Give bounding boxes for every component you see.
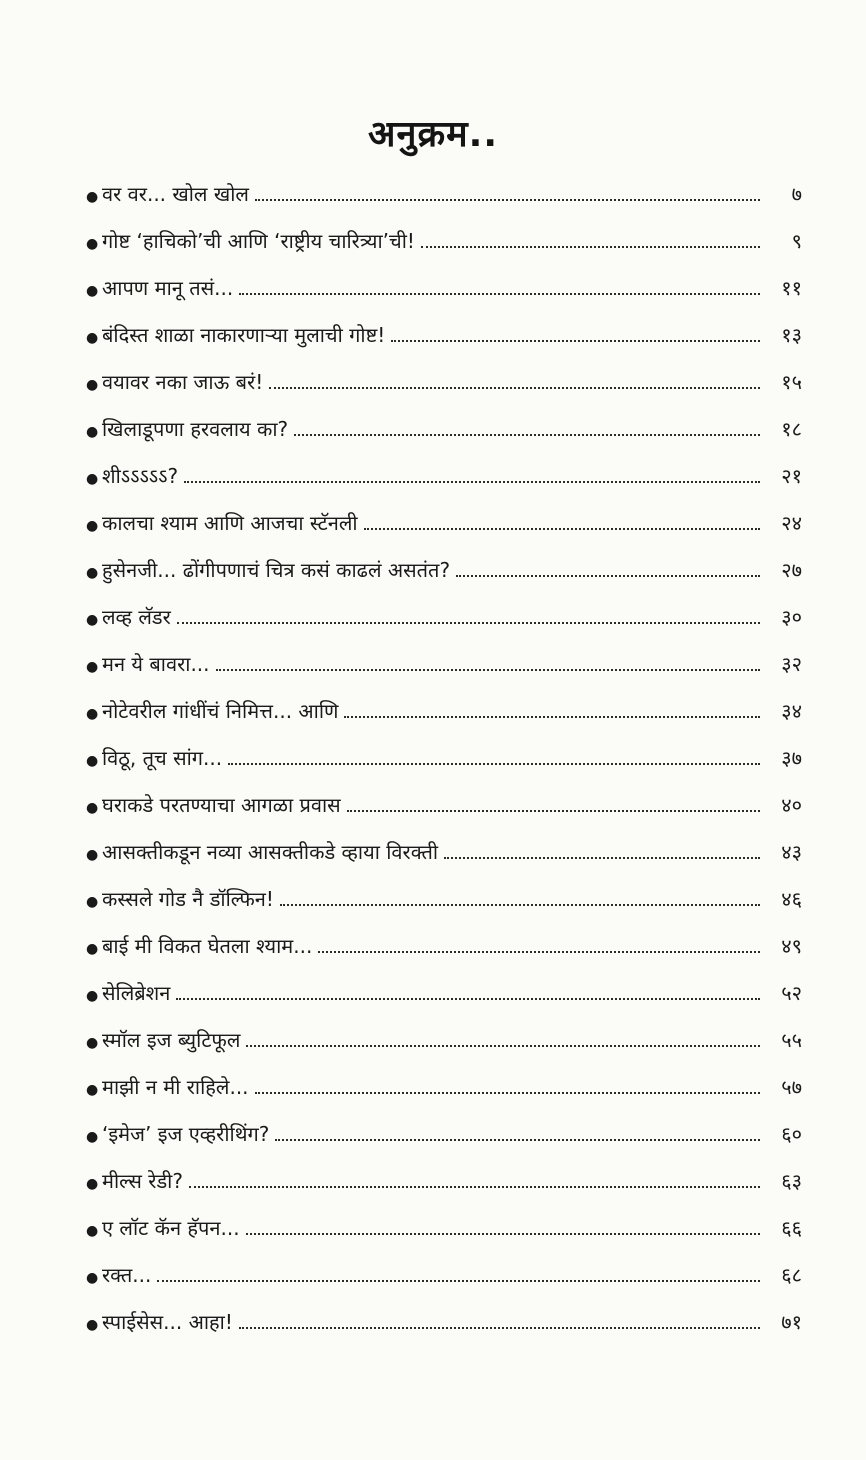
toc-entry-title: स्मॉल इज ब्युटिफूल <box>102 1028 241 1052</box>
toc-entry-page-number: ५२ <box>781 981 802 1005</box>
bullet-icon: ● <box>86 1035 99 1051</box>
dot-leader <box>269 387 760 389</box>
toc-entry-page-number: २७ <box>781 558 802 582</box>
bullet-icon: ● <box>86 471 99 487</box>
toc-entry-page-number: ११ <box>781 276 802 300</box>
dot-leader <box>239 293 760 295</box>
bullet-icon: ● <box>86 941 99 957</box>
toc-entry-page-number: ६८ <box>781 1263 802 1287</box>
toc-entry <box>86 312 802 359</box>
toc-entry-page-number: ४० <box>781 793 802 817</box>
toc-entry-title: शीऽऽऽऽऽ? <box>102 464 179 488</box>
bullet-icon: ● <box>86 659 99 675</box>
toc-entry <box>86 1299 802 1346</box>
dot-leader <box>280 904 760 906</box>
dot-leader <box>176 998 760 1000</box>
bullet-icon: ● <box>86 612 99 628</box>
toc-entry-title: बंदिस्त शाळा नाकारणाऱ्या मुलाची गोष्ट! <box>102 323 386 347</box>
toc-entry <box>86 218 802 265</box>
toc-entry-title: आसक्तीकडून नव्या आसक्तीकडे व्हाया विरक्ती <box>102 840 439 864</box>
toc-entry-page-number: ७ <box>791 182 802 206</box>
dot-leader <box>255 1092 760 1094</box>
bullet-icon: ● <box>86 753 99 769</box>
toc-entry <box>86 406 802 453</box>
toc-entry-page-number: ४९ <box>781 934 802 958</box>
toc-entry-title: कस्सले गोड नै डॉल्फिन! <box>102 887 274 911</box>
toc-entry <box>86 1158 802 1205</box>
toc-entry-page-number: २१ <box>781 464 802 488</box>
toc-entry <box>86 923 802 970</box>
toc-entry-title: ए लॉट कॅन हॅपन... <box>102 1216 240 1240</box>
toc-entry-title: गोष्ट ‘हाचिको’ची आणि ‘राष्ट्रीय चारित्र्या’ची! <box>102 229 415 253</box>
toc-entry-page-number: ५७ <box>781 1075 802 1099</box>
dot-leader <box>391 340 760 342</box>
dot-leader <box>275 1139 760 1141</box>
toc-entry <box>86 641 802 688</box>
dot-leader <box>294 434 760 436</box>
bullet-icon: ● <box>86 1223 99 1239</box>
bullet-icon: ● <box>86 847 99 863</box>
toc-entry-title: रक्त... <box>102 1263 152 1287</box>
toc-entry <box>86 1064 802 1111</box>
dot-leader <box>444 857 760 859</box>
toc-entry-title: वर वर... खोल खोल <box>102 182 249 206</box>
dot-leader <box>344 716 760 718</box>
toc-entry <box>86 1205 802 1252</box>
toc-entry-page-number: १५ <box>781 370 802 394</box>
toc-entry-page-number: ३० <box>781 605 802 629</box>
dot-leader <box>421 246 760 248</box>
bullet-icon: ● <box>86 800 99 816</box>
toc-entry-title: माझी न मी राहिले... <box>102 1075 249 1099</box>
toc-entry-title: बाई मी विकत घेतला श्याम... <box>102 934 313 958</box>
bullet-icon: ● <box>86 565 99 581</box>
toc-entry-page-number: ६३ <box>781 1169 802 1193</box>
toc-entry <box>86 1017 802 1064</box>
toc-entry-page-number: ३४ <box>781 699 802 723</box>
toc-entry-page-number: १८ <box>781 417 802 441</box>
toc-entry <box>86 171 802 218</box>
bullet-icon: ● <box>86 1176 99 1192</box>
toc-entry-page-number: १३ <box>781 323 802 347</box>
toc-entry-page-number: २४ <box>781 511 802 535</box>
toc-entry-title: मन ये बावरा... <box>102 652 210 676</box>
toc-entry <box>86 735 802 782</box>
toc-entry <box>86 547 802 594</box>
bullet-icon: ● <box>86 330 99 346</box>
bullet-icon: ● <box>86 236 99 252</box>
toc-entry-title: लव्ह लॅडर <box>102 605 171 629</box>
toc-entry-page-number: ६६ <box>781 1216 802 1240</box>
dot-leader <box>456 575 760 577</box>
dot-leader <box>364 528 760 530</box>
toc-entry-title: स्पाईसेस... आहा! <box>102 1310 233 1334</box>
toc-entry <box>86 500 802 547</box>
toc-entry-title: विठू, तूच सांग... <box>102 746 223 770</box>
dot-leader <box>255 199 760 201</box>
toc-entry <box>86 829 802 876</box>
toc-entry-title: मील्स रेडी? <box>102 1169 183 1193</box>
bullet-icon: ● <box>86 377 99 393</box>
toc-entry-title: वयावर नका जाऊ बरं! <box>102 370 264 394</box>
bullet-icon: ● <box>86 1082 99 1098</box>
toc-entry-page-number: ५५ <box>781 1028 802 1052</box>
toc-entry <box>86 1252 802 1299</box>
toc-entry <box>86 876 802 923</box>
toc-entry <box>86 265 802 312</box>
toc-entry-title: आपण मानू तसं... <box>102 276 234 300</box>
toc-entry-page-number: ३७ <box>781 746 802 770</box>
dot-leader <box>184 481 760 483</box>
dot-leader <box>157 1280 760 1282</box>
toc-entry-title: घराकडे परतण्याचा आगळा प्रवास <box>102 793 341 817</box>
page-title: अनुक्रम.. <box>367 114 498 155</box>
toc-entry-page-number: ७१ <box>781 1310 802 1334</box>
dot-leader <box>347 810 760 812</box>
toc-entry <box>86 453 802 500</box>
bullet-icon: ● <box>86 189 99 205</box>
dot-leader <box>246 1045 760 1047</box>
toc-entry-title: हुसेनजी... ढोंगीपणाचं चित्र कसं काढलं असतंत? <box>102 558 451 582</box>
toc-entry-page-number: ४३ <box>781 840 802 864</box>
toc-entry <box>86 782 802 829</box>
toc-entry <box>86 970 802 1017</box>
toc-entry-page-number: ३२ <box>781 652 802 676</box>
bullet-icon: ● <box>86 518 99 534</box>
dot-leader <box>228 763 760 765</box>
dot-leader <box>177 622 760 624</box>
toc-entry-page-number: ४६ <box>781 887 802 911</box>
toc-entry-title: ‘इमेज’ इज एव्हरीथिंग? <box>102 1122 270 1146</box>
dot-leader <box>246 1233 760 1235</box>
toc-entry-title: नोटेवरील गांधींचं निमित्त... आणि <box>102 699 339 723</box>
dot-leader <box>189 1186 760 1188</box>
dot-leader <box>239 1327 760 1329</box>
bullet-icon: ● <box>86 1270 99 1286</box>
bullet-icon: ● <box>86 283 99 299</box>
bullet-icon: ● <box>86 706 99 722</box>
dot-leader <box>216 669 760 671</box>
bullet-icon: ● <box>86 1317 99 1333</box>
toc-entry <box>86 1111 802 1158</box>
table-of-contents <box>86 171 802 1346</box>
toc-entry <box>86 594 802 641</box>
toc-entry <box>86 359 802 406</box>
bullet-icon: ● <box>86 988 99 1004</box>
bullet-icon: ● <box>86 894 99 910</box>
dot-leader <box>318 951 760 953</box>
bullet-icon: ● <box>86 424 99 440</box>
toc-entry-title: खिलाडूपणा हरवलाय का? <box>102 417 289 441</box>
toc-entry-title: सेलिब्रेशन <box>102 981 171 1005</box>
toc-entry-page-number: ६० <box>781 1122 802 1146</box>
bullet-icon: ● <box>86 1129 99 1145</box>
toc-entry <box>86 688 802 735</box>
toc-entry-page-number: ९ <box>791 229 802 253</box>
toc-entry-title: कालचा श्याम आणि आजचा स्टॅनली <box>102 511 358 535</box>
